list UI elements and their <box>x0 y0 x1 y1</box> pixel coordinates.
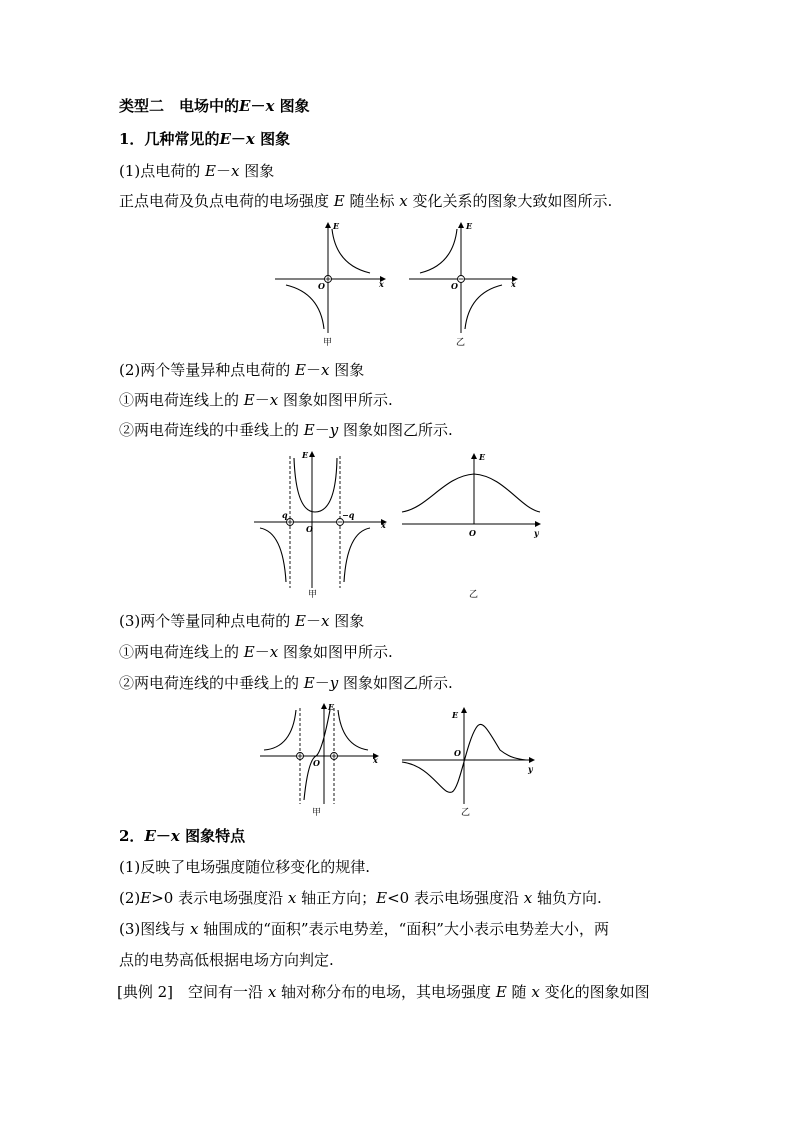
p3-a: (3)图线与 <box>119 920 191 938</box>
subsection-1-var-x: x <box>231 162 240 180</box>
p2-var-e: E <box>140 889 152 907</box>
subsection-1-dash: － <box>215 162 231 180</box>
p3-b: 轴围成的“面积”表示电势差，“面积”大小表示电势差大小，两 <box>198 920 609 938</box>
p3-var-x: x <box>190 920 199 938</box>
item-a-var-e: E <box>243 391 255 409</box>
fig2-q-positive: q <box>282 510 288 520</box>
item-a-text: ①两电荷连线上的 <box>119 391 244 409</box>
heading-1-var-x: x <box>245 130 255 148</box>
fig1-left-caption: 甲 <box>323 338 333 348</box>
fig2-right-axis-y: y <box>534 528 539 538</box>
item-b-var-e: E <box>303 421 315 439</box>
subsection-3-item-b <box>119 673 453 693</box>
section-title-dash: － <box>250 97 266 115</box>
example-tag: [典例 2] <box>117 983 174 1001</box>
subsection-3-suffix: 图象 <box>329 612 365 630</box>
section-title-var-x: x <box>265 97 275 115</box>
heading-2-var-x: x <box>170 827 180 845</box>
fig2-q-negative: −q <box>342 510 355 520</box>
fig3-left-caption: 甲 <box>312 808 322 818</box>
paragraph-3-cont: 点的电势高低根据电场方向判定. <box>119 951 334 969</box>
fig1-right-origin: O <box>451 281 458 291</box>
s3-item-b-var-e: E <box>303 674 315 692</box>
heading-2 <box>119 826 245 846</box>
fig1-left-axis-x: x <box>379 279 384 289</box>
fig2-right-axis-e: E <box>479 452 486 462</box>
figure-3-graph-bisector <box>402 708 534 818</box>
fig2-left-origin: O <box>306 524 313 534</box>
heading-1-suffix: 图象 <box>254 130 291 148</box>
figure-1-point-charge <box>270 215 530 350</box>
desc-part-b: 随坐标 <box>344 192 400 210</box>
example-2 <box>117 982 650 1002</box>
subsection-3 <box>119 611 364 631</box>
subsection-2 <box>119 360 364 380</box>
section-title <box>119 96 310 116</box>
heading-2-suffix: 图象特点 <box>179 827 246 845</box>
subsection-2-dash: － <box>305 361 321 379</box>
item-b-var-y: y <box>329 421 339 439</box>
figure-1-graph-positive <box>275 221 385 348</box>
s3-item-a-dash: － <box>254 643 270 661</box>
example-d: 变化的图象如图 <box>539 983 650 1001</box>
item-a-var-x: x <box>269 391 279 409</box>
heading-1-num: 1．几种常见的 <box>119 130 220 148</box>
example-var-e: E <box>495 983 507 1001</box>
s3-item-a-text-b: 图象如图甲所示. <box>278 643 393 661</box>
s3-item-a-var-x: x <box>269 643 279 661</box>
subsection-3-item-a <box>119 642 393 662</box>
figure-2-graph-bisector <box>402 452 540 600</box>
subsection-1-suffix: 图象 <box>239 162 275 180</box>
subsection-1-var-e: E <box>205 162 216 180</box>
heading-1-var-e: E <box>219 130 231 148</box>
item-a-text-b: 图象如图甲所示. <box>278 391 393 409</box>
p2-b: >0 表示电场强度沿 <box>151 889 288 907</box>
fig3-left-origin: O <box>313 758 320 768</box>
paragraph-3 <box>119 919 609 939</box>
subsection-3-dash: － <box>305 612 321 630</box>
subsection-3-var-x: x <box>321 612 330 630</box>
fig1-left-axis-e: E <box>333 221 340 231</box>
desc-part-a: 正点电荷及负点电荷的电场强度 <box>119 192 334 210</box>
desc-var-e: E <box>333 192 345 210</box>
fig3-left-axis-e: E <box>328 702 335 712</box>
subsection-1-desc <box>119 191 612 211</box>
figure-2-graph-line <box>254 450 386 600</box>
heading-2-num: 2． <box>119 827 145 845</box>
fig2-right-origin: O <box>469 528 476 538</box>
paragraph-1: (1)反映了电场强度随位移变化的规律. <box>119 858 371 876</box>
heading-2-var-e: E <box>144 827 156 845</box>
s3-item-b-var-y: y <box>329 674 339 692</box>
subsection-2-label: (2)两个等量异种点电荷的 <box>119 361 296 379</box>
desc-part-c: 变化关系的图象大致如图所示. <box>407 192 613 210</box>
figure-3-like-charges <box>256 700 546 822</box>
item-b-text-b: 图象如图乙所示. <box>338 421 453 439</box>
s3-item-b-text: ②两电荷连线的中垂线上的 <box>119 674 304 692</box>
p2-c: 轴正方向； <box>296 889 377 907</box>
fig2-right-caption: 乙 <box>469 590 479 600</box>
figure-1-graph-negative <box>409 221 517 348</box>
example-a: 空间有一沿 <box>173 983 268 1001</box>
subsection-1 <box>119 161 274 181</box>
item-a-dash: － <box>254 391 270 409</box>
fig2-left-caption: 甲 <box>308 590 318 600</box>
fig3-left-axis-x: x <box>373 755 378 765</box>
desc-var-x: x <box>399 192 408 210</box>
s3-item-b-text-b: 图象如图乙所示. <box>338 674 453 692</box>
subsection-2-suffix: 图象 <box>329 361 365 379</box>
p2-var-x: x <box>287 889 297 907</box>
subsection-2-var-e: E <box>295 361 306 379</box>
section-title-prefix: 类型二 电场中的 <box>119 97 240 115</box>
subsection-1-label: (1)点电荷的 <box>119 162 206 180</box>
example-var-x2: x <box>531 983 540 1001</box>
fig1-right-caption: 乙 <box>456 338 466 348</box>
subsection-2-item-b <box>119 420 453 440</box>
s3-item-a-text: ①两电荷连线上的 <box>119 643 244 661</box>
p2-d: <0 表示电场强度沿 <box>387 889 524 907</box>
item-b-text: ②两电荷连线的中垂线上的 <box>119 421 304 439</box>
s3-item-b-dash: － <box>314 674 330 692</box>
section-title-suffix: 图象 <box>274 97 310 115</box>
section-title-var-e: E <box>239 97 251 115</box>
subsection-2-var-x: x <box>321 361 330 379</box>
p2-var-e2: E <box>376 889 388 907</box>
example-b: 轴对称分布的电场，其电场强度 <box>276 983 496 1001</box>
p2-var-x2: x <box>523 889 533 907</box>
figure-2-opposite-charges <box>250 448 550 600</box>
figure-3-graph-line <box>260 702 378 818</box>
fig1-right-axis-e: E <box>466 221 473 231</box>
fig3-right-axis-y: y <box>528 764 533 774</box>
heading-1 <box>119 129 290 149</box>
fig1-right-axis-x: x <box>511 279 516 289</box>
p2-a: (2) <box>119 889 141 907</box>
heading-1-dash: － <box>230 130 246 148</box>
fig2-left-axis-e: E <box>302 450 309 460</box>
fig2-left-axis-x: x <box>381 520 386 530</box>
heading-2-dash: － <box>155 827 171 845</box>
paragraph-2 <box>119 888 602 908</box>
subsection-2-item-a <box>119 390 393 410</box>
p2-e: 轴负方向. <box>532 889 602 907</box>
fig3-right-origin: O <box>454 748 461 758</box>
fig3-right-caption: 乙 <box>461 808 471 818</box>
fig1-left-origin: O <box>318 281 325 291</box>
fig3-right-axis-e: E <box>452 710 459 720</box>
example-c: 随 <box>506 983 532 1001</box>
s3-item-a-var-e: E <box>243 643 255 661</box>
subsection-3-label: (3)两个等量同种点电荷的 <box>119 612 296 630</box>
example-var-x: x <box>267 983 277 1001</box>
subsection-3-var-e: E <box>295 612 306 630</box>
item-b-dash: － <box>314 421 330 439</box>
